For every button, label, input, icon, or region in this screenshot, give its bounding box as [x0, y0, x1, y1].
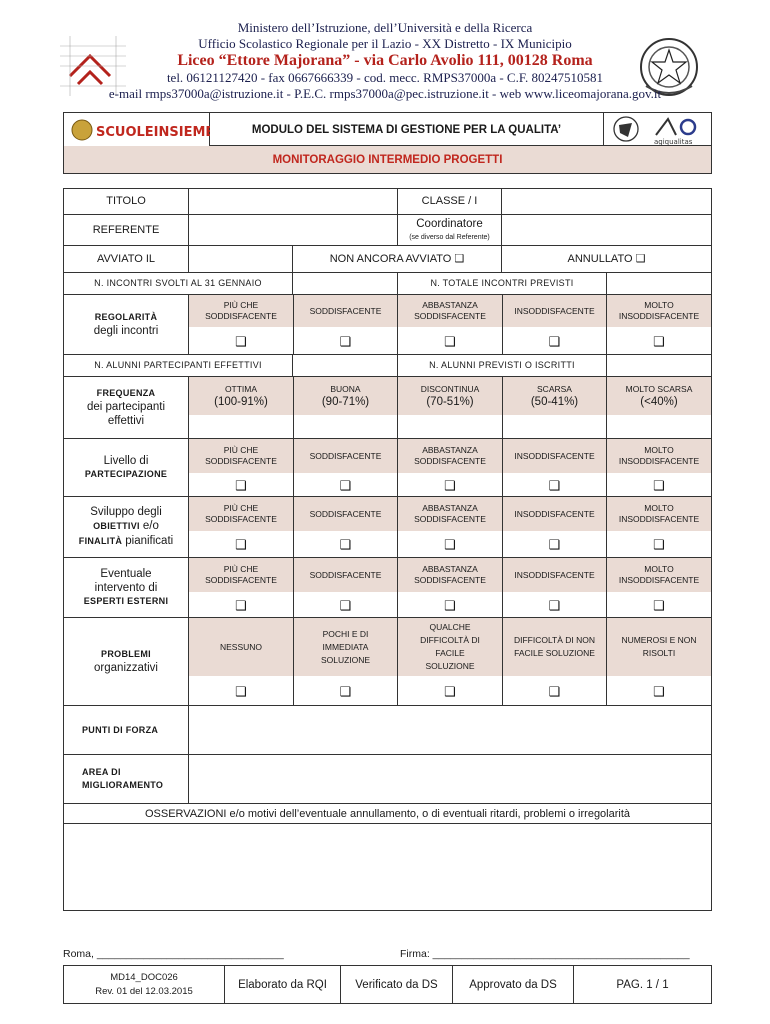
- esperti-checkbox-1[interactable]: ❑: [189, 592, 294, 618]
- frequenza-field-5[interactable]: [607, 415, 712, 439]
- problemi-opt-2: POCHI E DI IMMEDIATA SOLUZIONE: [294, 618, 398, 676]
- regolarita-checkbox-2[interactable]: ❑: [294, 327, 398, 355]
- regolarita-checkbox-4[interactable]: ❑: [503, 327, 607, 355]
- frequenza-label: FREQUENZA dei partecipanti effettivi: [64, 377, 189, 438]
- non-avviato-checkbox[interactable]: NON ANCORA AVVIATO ❑: [293, 246, 502, 272]
- esperti-opt-4: INSODDISFACENTE: [503, 558, 607, 592]
- monitoring-form: [63, 188, 712, 911]
- verificato-cell: Verificato da DS: [341, 966, 453, 1003]
- frequenza-opt-5: MOLTO SCARSA (<40%): [607, 377, 712, 415]
- regolarita-checkbox-5[interactable]: ❑: [607, 327, 712, 355]
- sviluppo-opt-1: PIÙ CHE SODDISFACENTE: [189, 497, 294, 531]
- page-number: PAG. 1 / 1: [616, 978, 669, 991]
- esperti-checkbox-3[interactable]: ❑: [398, 592, 503, 618]
- sviluppo-checkbox-1[interactable]: ❑: [189, 531, 294, 558]
- incontri-previsti-field[interactable]: [607, 273, 712, 294]
- coordinatore-label: Coordinatore (se diverso dal Referente): [398, 215, 502, 245]
- area-field[interactable]: [189, 755, 712, 803]
- regolarita-label: REGOLARITÀ degli incontri: [64, 295, 189, 354]
- referente-label: REFERENTE: [64, 215, 189, 245]
- sviluppo-opt-5: MOLTO INSODDISFACENTE: [607, 497, 712, 531]
- office-line: Ufficio Scolastico Regionale per il Lazio - XX Distretto - IX Municipio: [198, 36, 572, 51]
- frequenza-opt-4: SCARSA (50-41%): [503, 377, 607, 415]
- sviluppo-label: Sviluppo degli OBIETTIVI e/o FINALITÀ pianificati: [64, 497, 189, 557]
- sviluppo-checkbox-5[interactable]: ❑: [607, 531, 712, 558]
- row-avviato: [64, 246, 712, 273]
- row-livello: [64, 439, 712, 497]
- scuoleinsieme-logo-icon: [64, 113, 210, 146]
- approvato-cell: Approvato da DS: [453, 966, 574, 1003]
- frequenza-opt-2: BUONA (90-71%): [294, 377, 398, 415]
- letterhead: [0, 20, 770, 110]
- frequenza-opt-1: OTTIMA (100-91%): [189, 377, 294, 415]
- esperti-checkbox-4[interactable]: ❑: [503, 592, 607, 618]
- doc-code-cell: [64, 966, 225, 1003]
- quality-logos: [603, 113, 711, 146]
- row-esperti: [64, 558, 712, 618]
- livello-checkbox-5[interactable]: ❑: [607, 473, 712, 497]
- problemi-checkbox-4[interactable]: ❑: [503, 676, 607, 706]
- esperti-opt-3: ABBASTANZA SODDISFACENTE: [398, 558, 503, 592]
- row-problemi: [64, 618, 712, 706]
- frequenza-field-1[interactable]: [189, 415, 294, 439]
- row-punti-forza: [64, 706, 712, 755]
- roma-date-line[interactable]: Roma, ________________________________: [63, 948, 284, 960]
- frequenza-field-4[interactable]: [503, 415, 607, 439]
- livello-checkbox-1[interactable]: ❑: [189, 473, 294, 497]
- titolo-field[interactable]: [189, 189, 398, 214]
- elaborato-cell: Elaborato da RQI: [225, 966, 341, 1003]
- livello-checkbox-2[interactable]: ❑: [294, 473, 398, 497]
- frequenza-field-2[interactable]: [294, 415, 398, 439]
- problemi-label: PROBLEMI organizzativi: [64, 618, 189, 705]
- livello-opt-4: INSODDISFACENTE: [503, 439, 607, 473]
- livello-checkbox-3[interactable]: ❑: [398, 473, 503, 497]
- problemi-opt-3: QUALCHE DIFFICOLTÀ DI FACILE SOLUZIONE: [398, 618, 503, 676]
- firma-line[interactable]: Firma: ____________________________________________: [400, 948, 690, 960]
- regolarita-opt-5: MOLTO INSODDISFACENTE: [607, 295, 712, 327]
- sviluppo-checkbox-2[interactable]: ❑: [294, 531, 398, 558]
- livello-opt-3: ABBASTANZA SODDISFACENTE: [398, 439, 503, 473]
- alunni-previsti-label: N. ALUNNI PREVISTI O ISCRITTI: [398, 355, 607, 376]
- esperti-checkbox-5[interactable]: ❑: [607, 592, 712, 618]
- frequenza-field-3[interactable]: [398, 415, 503, 439]
- module-subtitle: MONITORAGGIO INTERMEDIO PROGETTI: [64, 146, 711, 173]
- scuoleinsieme-logo: [64, 113, 210, 146]
- regolarita-opt-4: INSODDISFACENTE: [503, 295, 607, 327]
- row-sviluppo: [64, 497, 712, 558]
- ministry-line: Ministero dell’Istruzione, dell’Università e della Ricerca: [237, 20, 533, 35]
- livello-opt-5: MOLTO INSODDISFACENTE: [607, 439, 712, 473]
- row-area-miglioramento: [64, 755, 712, 804]
- avviato-field[interactable]: [189, 246, 293, 272]
- doc-code: MD14_DOC026: [110, 971, 178, 983]
- document-footer: [63, 965, 712, 1004]
- sviluppo-opt-4: INSODDISFACENTE: [503, 497, 607, 531]
- sviluppo-checkbox-3[interactable]: ❑: [398, 531, 503, 558]
- area-label: AREA DI MIGLIORAMENTO: [64, 755, 189, 803]
- regolarita-checkbox-3[interactable]: ❑: [398, 327, 503, 355]
- livello-checkbox-4[interactable]: ❑: [503, 473, 607, 497]
- classe-field[interactable]: [502, 189, 712, 214]
- row-alunni: [64, 355, 712, 377]
- regolarita-opt-2: SODDISFACENTE: [294, 295, 398, 327]
- incontri-svolti-label: N. INCONTRI SVOLTI AL 31 GENNAIO: [64, 273, 293, 294]
- row-referente: [64, 215, 712, 246]
- regolarita-checkbox-1[interactable]: ❑: [189, 327, 294, 355]
- quality-text: agiqualitas: [654, 138, 693, 146]
- referente-field[interactable]: [189, 215, 398, 245]
- problemi-opt-4: DIFFICOLTÀ DI NON FACILE SOLUZIONE: [503, 618, 607, 676]
- contact-line: tel. 06121127420 - fax 0667666339 - cod. mecc. RMPS37000a - C.F. 80247510581: [166, 70, 604, 85]
- frequenza-opt-3: DISCONTINUA (70-51%): [398, 377, 503, 415]
- row-frequenza: [64, 377, 712, 439]
- osservazioni-field[interactable]: [64, 824, 712, 910]
- problemi-checkbox-2[interactable]: ❑: [294, 676, 398, 706]
- school-name: Liceo “Ettore Majorana” - via Carlo Avolio 111, 00128 Roma: [177, 52, 593, 69]
- regolarita-opt-1: PIÙ CHE SODDISFACENTE: [189, 295, 294, 327]
- esperti-opt-5: MOLTO INSODDISFACENTE: [607, 558, 712, 592]
- livello-opt-1: PIÙ CHE SODDISFACENTE: [189, 439, 294, 473]
- problemi-checkbox-1[interactable]: ❑: [189, 676, 294, 706]
- alunni-effettivi-field[interactable]: [293, 355, 398, 376]
- esperti-opt-1: PIÙ CHE SODDISFACENTE: [189, 558, 294, 592]
- incontri-svolti-field[interactable]: [293, 273, 398, 294]
- regolarita-opt-3: ABBASTANZA SODDISFACENTE: [398, 295, 503, 327]
- punti-forza-field[interactable]: [189, 706, 712, 754]
- row-incontri: [64, 273, 712, 295]
- sviluppo-opt-2: SODDISFACENTE: [294, 497, 398, 531]
- module-title: MODULO DEL SISTEMA DI GESTIONE PER LA QUALITA’: [251, 123, 562, 136]
- sviluppo-checkbox-4[interactable]: ❑: [503, 531, 607, 558]
- livello-opt-2: SODDISFACENTE: [294, 439, 398, 473]
- row-regolarita: [64, 295, 712, 355]
- problemi-checkbox-3[interactable]: ❑: [398, 676, 503, 706]
- quality-certification-icon: [604, 113, 712, 146]
- problemi-opt-5: NUMEROSI E NON RISOLTI: [607, 618, 712, 676]
- sviluppo-opt-3: ABBASTANZA SODDISFACENTE: [398, 497, 503, 531]
- problemi-checkbox-5[interactable]: ❑: [607, 676, 712, 706]
- email-line: e-mail rmps37000a@istruzione.it - P.E.C. rmps37000a@pec.istruzione.it - web www.liceomajorana.gov.it: [108, 86, 662, 101]
- titolo-label: TITOLO: [64, 189, 189, 214]
- esperti-checkbox-2[interactable]: ❑: [294, 592, 398, 618]
- logo-text: SCUOLEINSIEME: [96, 125, 210, 140]
- doc-revision: Rev. 01 del 12.03.2015: [95, 985, 193, 997]
- module-header: [63, 112, 712, 174]
- esperti-opt-2: SODDISFACENTE: [294, 558, 398, 592]
- row-osservazioni-header: [64, 804, 712, 824]
- livello-label: Livello di PARTECIPAZIONE: [64, 439, 189, 496]
- alunni-effettivi-label: N. ALUNNI PARTECIPANTI EFFETTIVI: [64, 355, 293, 376]
- annullato-checkbox[interactable]: ANNULLATO ❑: [502, 246, 712, 272]
- alunni-previsti-field[interactable]: [607, 355, 712, 376]
- punti-forza-label: PUNTI DI FORZA: [64, 706, 189, 754]
- row-osservazioni-body: [64, 824, 712, 911]
- esperti-label: Eventuale intervento di ESPERTI ESTERNI: [64, 558, 189, 617]
- row-titolo: [64, 189, 712, 215]
- classe-label: CLASSE / I: [398, 189, 502, 214]
- problemi-opt-1: NESSUNO: [189, 618, 294, 676]
- osservazioni-label: OSSERVAZIONI e/o motivi dell’eventuale annullamento, o di eventuali ritardi, problemi o irregolarità: [64, 804, 712, 823]
- incontri-previsti-label: N. TOTALE INCONTRI PREVISTI: [398, 273, 607, 294]
- avviato-label: AVVIATO IL: [64, 246, 189, 272]
- coordinatore-field[interactable]: [502, 215, 712, 245]
